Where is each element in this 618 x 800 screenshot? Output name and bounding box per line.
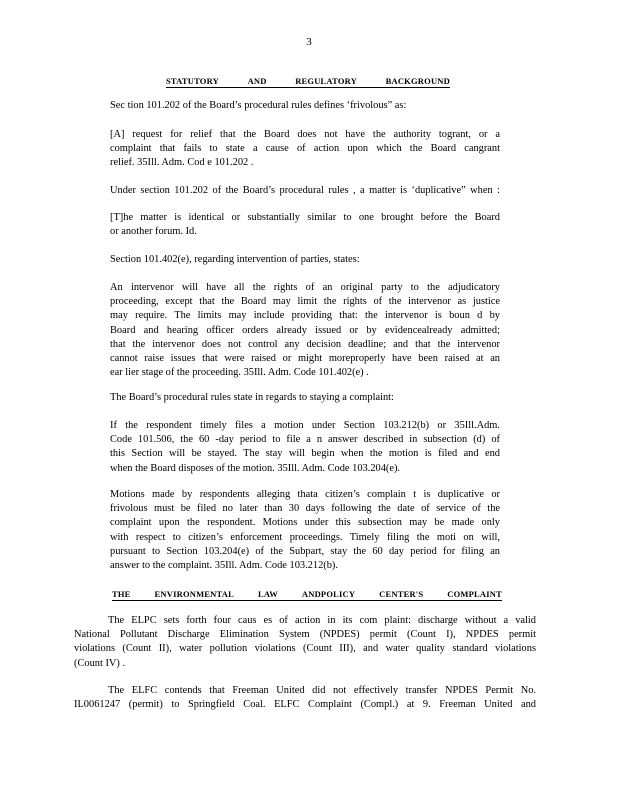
heading-word: BACKGROUND bbox=[385, 76, 450, 86]
paragraph-causes-of-action: The ELPC sets forth four caus es of action in its com plaint: discharge without a valid National Pollutant Discharge Elimination System (NPDES) permit (Count I), NPDES permit violations (Count II), water pollution violations (Count III), and water quality standard violations (Count IV) . bbox=[74, 615, 536, 669]
paragraph-permit-transfer: The ELFC contends that Freeman United did not effectively transfer NPDES Permit No. IL0061247 (permit) to Springfield Coal. ELFC Complaint (Compl.) at 9. Freeman United and bbox=[74, 685, 536, 711]
heading-word: LAW bbox=[257, 589, 278, 599]
quote-duplicative-definition: [T]he matter is identical or substantially similar to one brought before the Board or another forum. Id. bbox=[110, 212, 500, 238]
heading-word: ENVIRONMENTAL bbox=[154, 589, 234, 599]
paragraph-intervention-intro: Section 101.402(e), regarding intervention of parties, states: bbox=[110, 254, 360, 265]
statutory-background-heading bbox=[166, 76, 450, 88]
elpc-complaint-heading bbox=[112, 589, 502, 601]
heading-word: THE bbox=[112, 589, 131, 599]
quote-intervention-rule: An intervenor will have all the rights of an original party to the adjudicatory proceeding, except that the Board may limit the rights of the intervenor as justice may require. The limits may include providing that: the intervenor is boun d by Board and hearing officer orders already issued or by evidencealready admitted; that the intervenor does not control any decision deadline; and that the intervenor cannot raise issues that were raised or might moreproperly have been raised at an ear lier stage of the proceeding. 35Ill. Adm. Code 101.402(e) . bbox=[110, 282, 500, 379]
heading-word: ANDPOLICY bbox=[301, 589, 356, 599]
heading-word: AND bbox=[247, 76, 267, 86]
heading-word: REGULATORY bbox=[295, 76, 358, 86]
paragraph-stay-intro: The Board’s procedural rules state in regards to staying a complaint: bbox=[110, 392, 394, 403]
heading-word: CENTER'S bbox=[379, 589, 424, 599]
quote-motions-rule: Motions made by respondents alleging thata citizen’s complain t is duplicative or frivolous must be filed no later than 30 days following the date of service of the complaint upon the respondent. Motions under this subsection may be made only with respect to citizen’s enforcement proceedings. Timely filing the moti on will, pursuant to Section 103.204(e) of the Subpart, stay the 60 day period for filing an answer to the complaint. 35Ill. Adm. Code 103.212(b). bbox=[110, 489, 500, 572]
paragraph-frivolous-intro: Sec tion 101.202 of the Board’s procedural rules defines ‘frivolous” as: bbox=[110, 100, 407, 111]
quote-frivolous-definition: [A] request for relief that the Board does not have the authority togrant, or a complaint that fails to state a cause of action upon which the Board cangrant relief. 35Ill. Adm. Cod e 101.202 . bbox=[110, 129, 500, 169]
heading-word: STATUTORY bbox=[166, 76, 219, 86]
page-number: 3 bbox=[306, 36, 312, 48]
heading-word: COMPLAINT bbox=[447, 589, 502, 599]
paragraph-duplicative-intro: Under section 101.202 of the Board’s procedural rules , a matter is ‘duplicative” when : bbox=[110, 185, 500, 196]
quote-stay-rule: If the respondent timely files a motion under Section 103.212(b) or 35Ill.Adm. Code 101.506, the 60 -day period to file a n answer described in subsection (d) of this Section will be stayed. The stay will begin when the motion is filed and end when the Board disposes of the motion. 35Ill. Adm. Code 103.204(e). bbox=[110, 420, 500, 474]
